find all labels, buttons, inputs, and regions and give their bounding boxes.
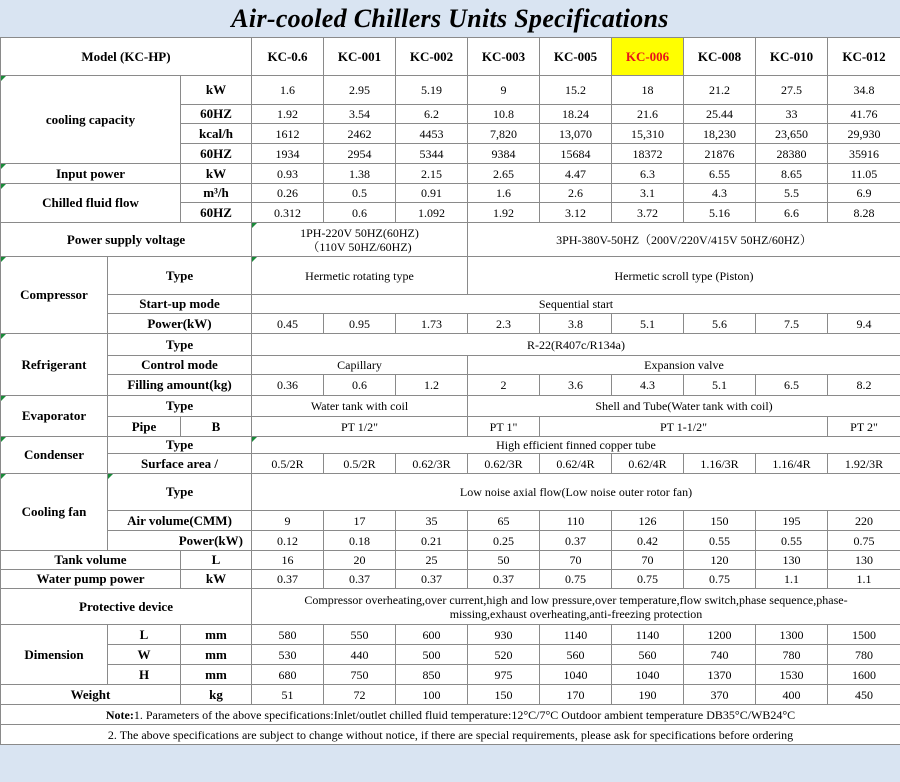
power-supply-single-phase: [252, 223, 468, 257]
cell: 25: [396, 551, 468, 570]
single-phase-line-1: 1PH-220V 50HZ(60HZ): [300, 225, 419, 240]
cell: 9: [252, 511, 324, 531]
cell: 3.6: [540, 375, 612, 396]
cell: 17: [324, 511, 396, 531]
pipe-size-d: PT 2": [828, 417, 900, 437]
axis-label: L: [108, 625, 181, 645]
cell: 1.73: [396, 314, 468, 334]
cell: 975: [468, 665, 540, 685]
filling-amount-label: Filling amount(kg): [108, 375, 252, 396]
cell: 3.8: [540, 314, 612, 334]
cell: 6.5: [756, 375, 828, 396]
cell: 1300: [756, 625, 828, 645]
cell: 18372: [612, 144, 684, 164]
cell: 8.65: [756, 164, 828, 184]
cell: 6.2: [396, 105, 468, 124]
cell: 0.55: [684, 531, 756, 551]
note-row-1: [1, 705, 900, 725]
sheet-title: Air-cooled Chillers Units Specifications: [231, 4, 669, 33]
unit-label: 60HZ: [181, 203, 252, 223]
cell: 4.3: [612, 375, 684, 396]
cell: 190: [612, 685, 684, 705]
cell: 27.5: [756, 76, 828, 105]
cell: 9: [468, 76, 540, 105]
cell: 930: [468, 625, 540, 645]
protective-line-1: Compressor overheating,over current,high and low pressure,over temperature,flow switch,phase sequence,phase-: [304, 592, 848, 607]
cell: 2.6: [540, 184, 612, 203]
cell: 1040: [540, 665, 612, 685]
cell: 150: [468, 685, 540, 705]
compressor-type-small: Hermetic rotating type: [252, 257, 468, 295]
cell: 0.12: [252, 531, 324, 551]
cell: 780: [756, 645, 828, 665]
flow-row-m3: [1, 184, 900, 203]
cell: 21.2: [684, 76, 756, 105]
cell: 740: [684, 645, 756, 665]
unit-label: m³/h: [181, 184, 252, 203]
cell: 3.72: [612, 203, 684, 223]
note-prefix: Note:: [105, 707, 134, 722]
weight-label: Weight: [1, 685, 181, 705]
cell: 3.1: [612, 184, 684, 203]
model-8: KC-012: [828, 38, 900, 76]
cell: 15.2: [540, 76, 612, 105]
unit-label: kcal/h: [181, 124, 252, 144]
cell: 195: [756, 511, 828, 531]
cell: 1.16/4R: [756, 454, 828, 474]
unit-label: 60HZ: [181, 105, 252, 124]
cell: 0.62/4R: [612, 454, 684, 474]
chilled-flow-label: Chilled fluid flow: [1, 184, 181, 223]
cell: 100: [396, 685, 468, 705]
cell: 150: [684, 511, 756, 531]
dimension-label: Dimension: [1, 625, 108, 685]
cell: 400: [756, 685, 828, 705]
cell: 850: [396, 665, 468, 685]
cell: 11.05: [828, 164, 900, 184]
cell: 0.25: [468, 531, 540, 551]
cell: 500: [396, 645, 468, 665]
refrigerant-type-value: R-22(R407c/R134a): [252, 334, 900, 356]
cell: 0.26: [252, 184, 324, 203]
cell: 1.38: [324, 164, 396, 184]
cell: 220: [828, 511, 900, 531]
condenser-type-value: High efficient finned copper tube: [252, 437, 900, 454]
pipe-unit: B: [181, 417, 252, 437]
fan-type-row: [1, 474, 900, 511]
compressor-power-label: Power(kW): [108, 314, 252, 334]
water-pump-row: [1, 570, 900, 589]
evaporator-type-large: Shell and Tube(Water tank with coil): [468, 396, 900, 417]
fan-type-value: Low noise axial flow(Low noise outer rotor fan): [252, 474, 900, 511]
cell: 9384: [468, 144, 540, 164]
model-5-highlighted: KC-006: [612, 38, 684, 76]
cell: 5344: [396, 144, 468, 164]
cell: 18,230: [684, 124, 756, 144]
water-pump-label: Water pump power: [1, 570, 181, 589]
unit-label: mm: [181, 625, 252, 645]
compressor-power-row: [1, 314, 900, 334]
cell: 0.5/2R: [324, 454, 396, 474]
cell: 50: [468, 551, 540, 570]
model-7: KC-010: [756, 38, 828, 76]
cell: 1200: [684, 625, 756, 645]
cell: 560: [540, 645, 612, 665]
cell: 5.16: [684, 203, 756, 223]
cell: 2.15: [396, 164, 468, 184]
cell: 2.95: [324, 76, 396, 105]
refrigerant-type-label: Type: [108, 334, 252, 356]
cell: 1140: [612, 625, 684, 645]
control-mode-large: Expansion valve: [468, 356, 900, 375]
spec-table: [0, 37, 900, 745]
cell: 35: [396, 511, 468, 531]
note-1: Note:1. Parameters of the above specifications:Inlet/outlet chilled fluid temperature:12°C/7°C Outdoor ambient temperature DB35°C/WB24°C: [1, 705, 900, 725]
pipe-label: Pipe: [108, 417, 181, 437]
cell: 8.2: [828, 375, 900, 396]
cell: 6.3: [612, 164, 684, 184]
cell: 70: [540, 551, 612, 570]
cell: 2.3: [468, 314, 540, 334]
pipe-size-c: PT 1-1/2": [540, 417, 828, 437]
protective-label: Protective device: [1, 589, 252, 625]
model-header-row: [1, 38, 900, 76]
cell: 4.3: [684, 184, 756, 203]
cell: 130: [756, 551, 828, 570]
model-3: KC-003: [468, 38, 540, 76]
cell: 600: [396, 625, 468, 645]
cell: 3.54: [324, 105, 396, 124]
model-6: KC-008: [684, 38, 756, 76]
startup-mode-value: Sequential start: [252, 295, 900, 314]
pipe-size-b: PT 1": [468, 417, 540, 437]
power-supply-three-phase: 3PH-380V-50HZ（200V/220V/415V 50HZ/60HZ）: [468, 223, 900, 257]
protective-row: [1, 589, 900, 625]
cell: 530: [252, 645, 324, 665]
cell: 1.2: [396, 375, 468, 396]
cell: 0.37: [324, 570, 396, 589]
cell: 0.36: [252, 375, 324, 396]
evaporator-type-small: Water tank with coil: [252, 396, 468, 417]
cell: 440: [324, 645, 396, 665]
cell: 0.42: [612, 531, 684, 551]
cell: 0.45: [252, 314, 324, 334]
unit-label: kg: [181, 685, 252, 705]
control-mode-label: Control mode: [108, 356, 252, 375]
cell: 0.21: [396, 531, 468, 551]
cell: 0.6: [324, 203, 396, 223]
cell: 1.16/3R: [684, 454, 756, 474]
condenser-type-label: Type: [108, 437, 252, 454]
cooling-fan-label: Cooling fan: [1, 474, 108, 551]
cell: 5.1: [684, 375, 756, 396]
cell: 65: [468, 511, 540, 531]
unit-label: L: [181, 551, 252, 570]
cooling-capacity-label: cooling capacity: [1, 76, 181, 164]
cell: 28380: [756, 144, 828, 164]
cell: 2954: [324, 144, 396, 164]
evaporator-type-label: Type: [108, 396, 252, 417]
cell: 1140: [540, 625, 612, 645]
cell: 13,070: [540, 124, 612, 144]
cell: 0.91: [396, 184, 468, 203]
cell: 0.55: [756, 531, 828, 551]
cell: 72: [324, 685, 396, 705]
cell: 1.1: [756, 570, 828, 589]
tank-volume-label: Tank volume: [1, 551, 181, 570]
input-power-label: Input power: [1, 164, 181, 184]
cell: 0.5/2R: [252, 454, 324, 474]
cell: 1500: [828, 625, 900, 645]
cooling-row-kw: [1, 76, 900, 105]
cell: 5.19: [396, 76, 468, 105]
cell: 34.8: [828, 76, 900, 105]
note-row-2: [1, 725, 900, 745]
cell: 15684: [540, 144, 612, 164]
cell: 33: [756, 105, 828, 124]
cell: 0.62/3R: [396, 454, 468, 474]
power-supply-row: [1, 223, 900, 257]
cell: 170: [540, 685, 612, 705]
cell: 6.9: [828, 184, 900, 203]
cell: 3.12: [540, 203, 612, 223]
cell: 18.24: [540, 105, 612, 124]
cell: 0.75: [828, 531, 900, 551]
power-supply-label: Power supply voltage: [1, 223, 252, 257]
cell: 1612: [252, 124, 324, 144]
cell: 0.62/3R: [468, 454, 540, 474]
cell: 1.092: [396, 203, 468, 223]
fan-air-row: [1, 511, 900, 531]
cell: 5.1: [612, 314, 684, 334]
cell: 450: [828, 685, 900, 705]
cell: 1370: [684, 665, 756, 685]
cell: 4453: [396, 124, 468, 144]
condenser-surface-row: [1, 454, 900, 474]
cell: 41.76: [828, 105, 900, 124]
cell: 0.37: [396, 570, 468, 589]
unit-label: mm: [181, 645, 252, 665]
cell: 110: [540, 511, 612, 531]
cell: 1934: [252, 144, 324, 164]
compressor-type-large: Hermetic scroll type (Piston): [468, 257, 900, 295]
cell: 0.18: [324, 531, 396, 551]
cell: 130: [828, 551, 900, 570]
condenser-type-row: [1, 437, 900, 454]
cell: 8.28: [828, 203, 900, 223]
cell: 6.55: [684, 164, 756, 184]
cell: 680: [252, 665, 324, 685]
unit-label: kW: [181, 570, 252, 589]
cell: 0.5: [324, 184, 396, 203]
cell: 2: [468, 375, 540, 396]
cell: 0.75: [612, 570, 684, 589]
cell: 0.75: [540, 570, 612, 589]
pipe-size-a: PT 1/2": [252, 417, 468, 437]
fan-type-label: Type: [108, 474, 252, 511]
cell: 1.92: [252, 105, 324, 124]
surface-area-label: Surface area /: [108, 454, 252, 474]
note-2: 2. The above specifications are subject to change without notice, if there are special requirements, please ask for specifications before ordering: [1, 725, 900, 745]
condenser-label: Condenser: [1, 437, 108, 474]
cell: 10.8: [468, 105, 540, 124]
evaporator-type-row: [1, 396, 900, 417]
protective-line-2: missing,exhaust overheating,anti-freezing protection: [449, 606, 703, 621]
cell: 126: [612, 511, 684, 531]
single-phase-line-2: （110V 50HZ/60HZ): [307, 239, 412, 254]
cell: 23,650: [756, 124, 828, 144]
compressor-startup-row: [1, 295, 900, 314]
cell: 18: [612, 76, 684, 105]
model-0: KC-0.6: [252, 38, 324, 76]
cell: 120: [684, 551, 756, 570]
cell: 1.6: [468, 184, 540, 203]
model-1: KC-001: [324, 38, 396, 76]
weight-row: [1, 685, 900, 705]
cell: 0.95: [324, 314, 396, 334]
cell: 7,820: [468, 124, 540, 144]
control-mode-small: Capillary: [252, 356, 468, 375]
cell: 2462: [324, 124, 396, 144]
cell: 0.37: [468, 570, 540, 589]
dimension-row-l: [1, 625, 900, 645]
cell: 21.6: [612, 105, 684, 124]
cell: 560: [612, 645, 684, 665]
fan-power-label: Power(kW): [108, 531, 252, 551]
air-volume-label: Air volume(CMM): [108, 511, 252, 531]
compressor-type-row: [1, 257, 900, 295]
cell: 25.44: [684, 105, 756, 124]
cell: 35916: [828, 144, 900, 164]
cell: 5.5: [756, 184, 828, 203]
protective-value: [252, 589, 900, 625]
cell: 1.1: [828, 570, 900, 589]
unit-label: kW: [181, 164, 252, 184]
cell: 29,930: [828, 124, 900, 144]
tank-volume-row: [1, 551, 900, 570]
cell: 21876: [684, 144, 756, 164]
cell: 1600: [828, 665, 900, 685]
cell: 0.6: [324, 375, 396, 396]
compressor-label: Compressor: [1, 257, 108, 334]
cell: 0.62/4R: [540, 454, 612, 474]
unit-label: kW: [181, 76, 252, 105]
model-2: KC-002: [396, 38, 468, 76]
cell: 580: [252, 625, 324, 645]
cell: 7.5: [756, 314, 828, 334]
refrigerant-filling-row: [1, 375, 900, 396]
cell: 0.37: [252, 570, 324, 589]
cell: 0.37: [540, 531, 612, 551]
cell: 0.93: [252, 164, 324, 184]
model-4: KC-005: [540, 38, 612, 76]
cell: 20: [324, 551, 396, 570]
cell: 15,310: [612, 124, 684, 144]
cell: 1040: [612, 665, 684, 685]
cell: 1.6: [252, 76, 324, 105]
cell: 6.6: [756, 203, 828, 223]
cell: 5.6: [684, 314, 756, 334]
refrigerant-label: Refrigerant: [1, 334, 108, 396]
compressor-type-label: Type: [108, 257, 252, 295]
evaporator-pipe-row: [1, 417, 900, 437]
cell: 520: [468, 645, 540, 665]
cell: 780: [828, 645, 900, 665]
cell: 70: [612, 551, 684, 570]
cell: 1.92: [468, 203, 540, 223]
cell: 0.75: [684, 570, 756, 589]
refrigerant-type-row: [1, 334, 900, 356]
cell: 4.47: [540, 164, 612, 184]
cell: 51: [252, 685, 324, 705]
cell: 550: [324, 625, 396, 645]
dimension-row-h: [1, 665, 900, 685]
cell: 16: [252, 551, 324, 570]
unit-label: mm: [181, 665, 252, 685]
cell: 1.92/3R: [828, 454, 900, 474]
refrigerant-control-row: [1, 356, 900, 375]
axis-label: W: [108, 645, 181, 665]
axis-label: H: [108, 665, 181, 685]
fan-power-row: [1, 531, 900, 551]
input-power-row: [1, 164, 900, 184]
cell: 2.65: [468, 164, 540, 184]
cell: 1530: [756, 665, 828, 685]
cell: 9.4: [828, 314, 900, 334]
unit-label: 60HZ: [181, 144, 252, 164]
cell: 0.312: [252, 203, 324, 223]
cell: 370: [684, 685, 756, 705]
model-label: Model (KC-HP): [1, 38, 252, 76]
dimension-row-w: [1, 645, 900, 665]
startup-mode-label: Start-up mode: [108, 295, 252, 314]
cell: 750: [324, 665, 396, 685]
evaporator-label: Evaporator: [1, 396, 108, 437]
